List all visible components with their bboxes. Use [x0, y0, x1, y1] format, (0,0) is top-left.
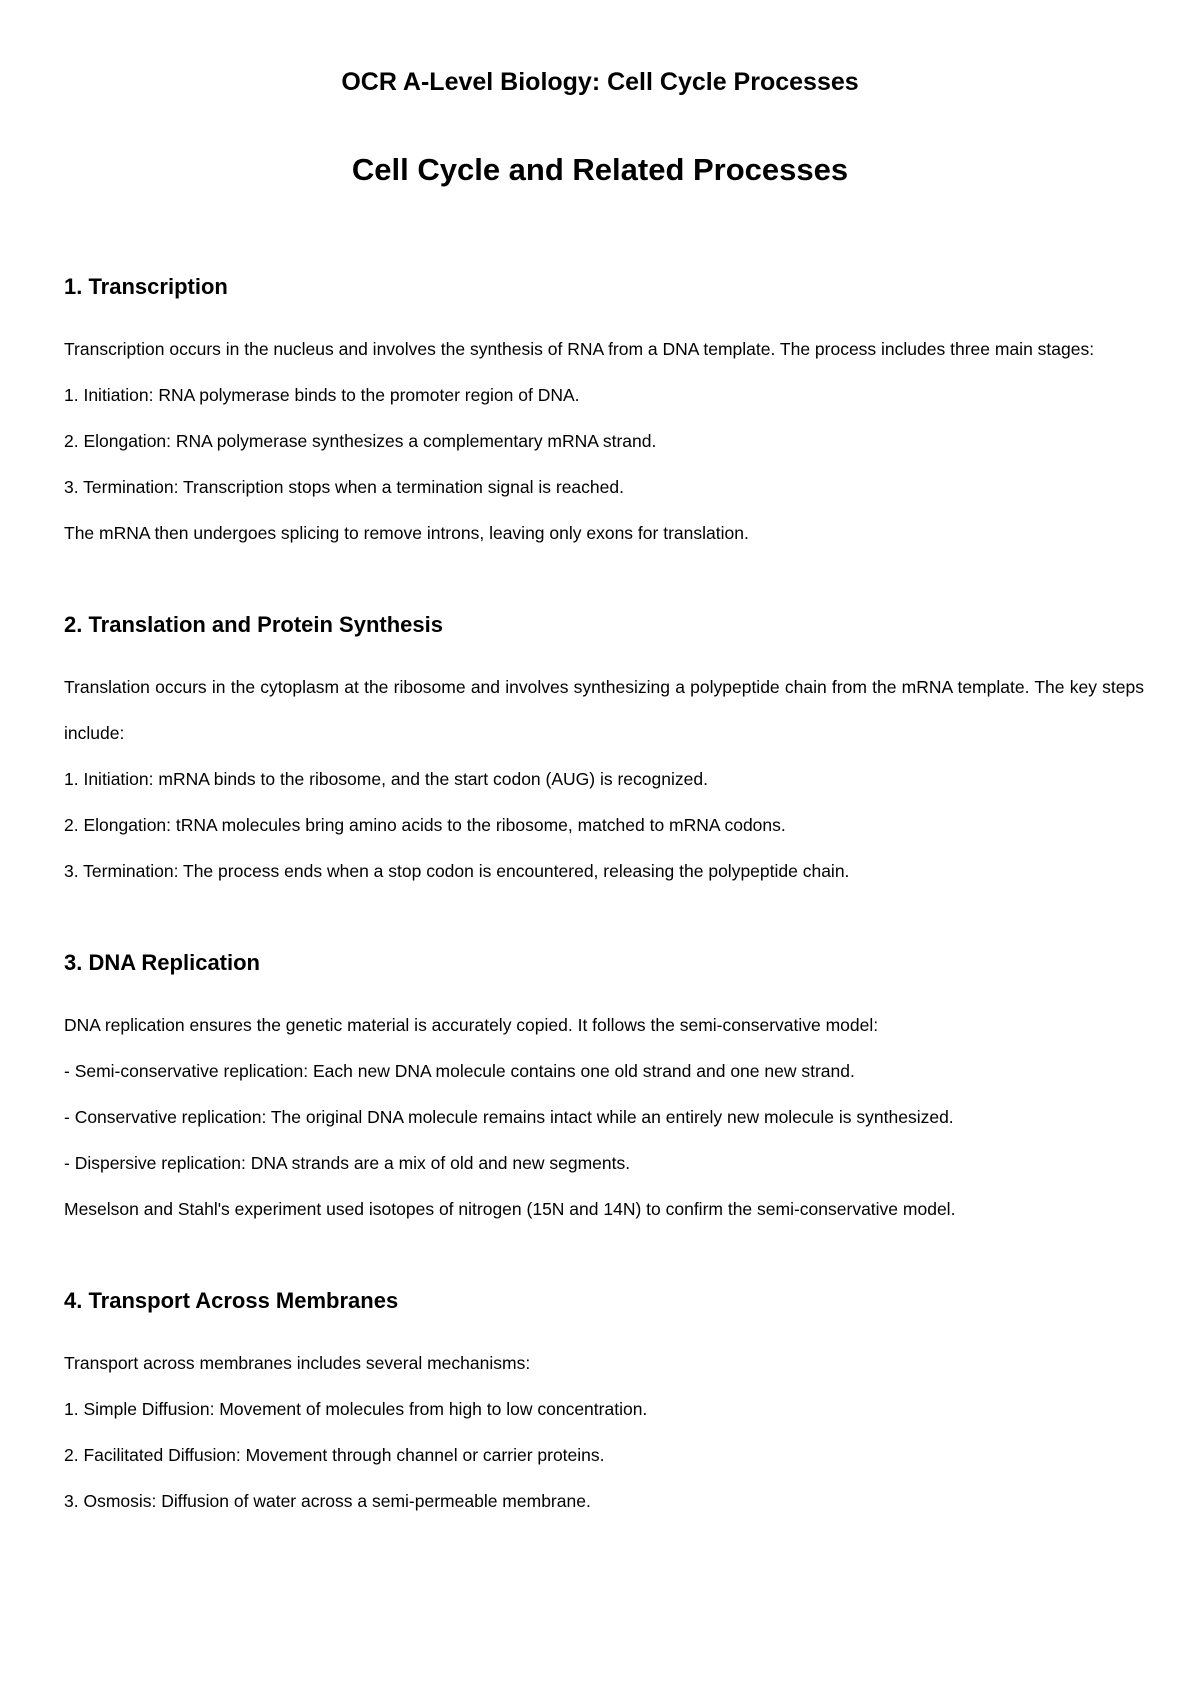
section-intro: Translation occurs in the cytoplasm at the ribosome and involves synthesizing a polypeptide chain from the mRNA template. The key steps include: — [64, 677, 1144, 743]
list-item: 1. Simple Diffusion: Movement of molecules from high to low concentration. — [64, 1399, 648, 1419]
document-header: OCR A-Level Biology: Cell Cycle Processes — [341, 68, 859, 96]
list-item: 2. Facilitated Diffusion: Movement through channel or carrier proteins. — [64, 1445, 605, 1465]
list-item: - Semi-conservative replication: Each new DNA molecule contains one old strand and one new strand. — [64, 1061, 855, 1081]
section-heading: 1. Transcription — [64, 274, 228, 299]
section-note: The mRNA then undergoes splicing to remove introns, leaving only exons for translation. — [64, 523, 749, 543]
section-intro: Transport across membranes includes several mechanisms: — [64, 1353, 531, 1373]
list-item: - Conservative replication: The original DNA molecule remains intact while an entirely new molecule is synthesized. — [64, 1107, 954, 1127]
list-item: 2. Elongation: tRNA molecules bring amino acids to the ribosome, matched to mRNA codons. — [64, 815, 786, 835]
list-item: 1. Initiation: RNA polymerase binds to the promoter region of DNA. — [64, 385, 580, 405]
list-item: - Dispersive replication: DNA strands are a mix of old and new segments. — [64, 1153, 631, 1173]
document-body — [64, 268, 1144, 1574]
section-translation — [64, 606, 1144, 894]
section-heading: 2. Translation and Protein Synthesis — [64, 612, 443, 637]
section-heading: 4. Transport Across Membranes — [64, 1288, 399, 1313]
list-item: 2. Elongation: RNA polymerase synthesizes a complementary mRNA strand. — [64, 431, 657, 451]
section-transcription — [64, 268, 1144, 556]
list-item: 3. Osmosis: Diffusion of water across a semi-permeable membrane. — [64, 1491, 591, 1511]
list-item: 3. Termination: The process ends when a stop codon is encountered, releasing the polypeptide chain. — [64, 861, 850, 881]
section-note: Meselson and Stahl's experiment used isotopes of nitrogen (15N and 14N) to confirm the semi-conservative model. — [64, 1199, 956, 1219]
section-membrane-transport — [64, 1282, 1144, 1524]
list-item: 1. Initiation: mRNA binds to the ribosome, and the start codon (AUG) is recognized. — [64, 769, 708, 789]
list-item: 3. Termination: Transcription stops when a termination signal is reached. — [64, 477, 624, 497]
document-title: Cell Cycle and Related Processes — [351, 152, 849, 187]
section-heading: 3. DNA Replication — [64, 950, 260, 975]
section-intro: Transcription occurs in the nucleus and involves the synthesis of RNA from a DNA template. The process includes three main stages: — [64, 339, 1095, 359]
section-intro: DNA replication ensures the genetic material is accurately copied. It follows the semi-conservative model: — [64, 1015, 879, 1035]
section-dna-replication — [64, 944, 1144, 1232]
